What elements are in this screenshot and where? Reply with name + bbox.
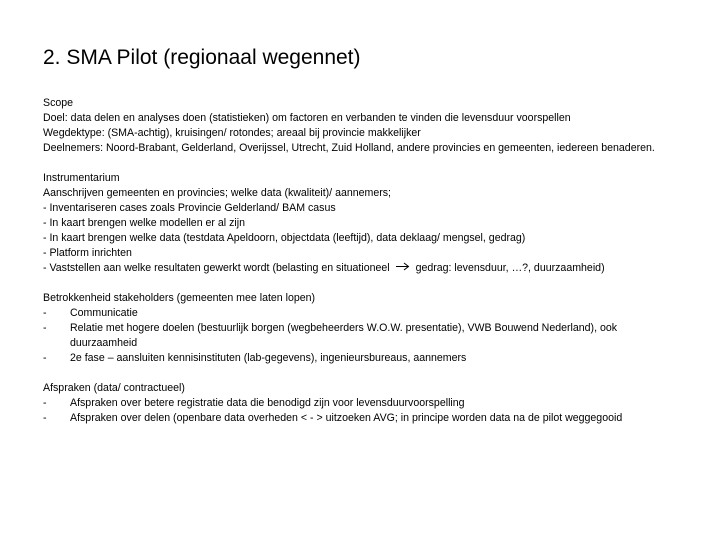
content [43,96,683,441]
scope-section [43,96,683,156]
instrumentarium-line: - Inventariseren cases zoals Provincie Gelderland/ BAM casus [43,202,336,214]
arrow-right-icon [393,261,413,276]
list-item-text: Afspraken over betere registratie data die benodigd zijn voor levensduurvoorspelling [70,397,465,409]
afspraken-heading: Afspraken (data/ contractueel) [43,382,185,394]
afspraken-section [43,381,683,426]
scope-line-deelnemers: Deelnemers: Noord-Brabant, Gelderland, Overijssel, Utrecht, Zuid Holland, andere provincies en gemeenten, iedereen benaderen. [43,142,655,154]
instrumentarium-line: - Platform inrichten [43,247,132,259]
instrumentarium-last-after: gedrag: levensduur, …?, duurzaamheid) [415,262,605,274]
scope-line-wegdektype: Wegdektype: (SMA-achtig), kruisingen/ rotondes; areaal bij provincie makkelijker [43,127,421,139]
bullet-marker: - [43,322,47,334]
bullet-marker: - [43,352,47,364]
list-item-text: Afspraken over delen (openbare data overheden < - > uitzoeken AVG; in principe worden data na de pilot weggegooid [70,412,623,424]
list-item [43,306,683,321]
list-item-text: 2e fase – aansluiten kennisinstituten (lab-gegevens), ingenieursbureaus, aannemers [70,352,467,364]
list-item [43,321,683,351]
scope-heading: Scope [43,97,74,109]
instrumentarium-last-before: - Vaststellen aan welke resultaten gewerkt wordt (belasting en situationeel [43,262,390,274]
stakeholders-section [43,291,683,366]
instrumentarium-line: - In kaart brengen welke data (testdata Apeldoorn, objectdata (leeftijd), data deklaag/ mengsel, gedrag) [43,232,526,244]
list-item [43,396,683,411]
list-item-text: Communicatie [70,307,138,319]
instrumentarium-section [43,171,683,276]
instrumentarium-line: Aanschrijven gemeenten en provincies; welke data (kwaliteit)/ aannemers; [43,187,392,199]
instrumentarium-line: - In kaart brengen welke modellen er al zijn [43,217,245,229]
scope-line-doel: Doel: data delen en analyses doen (statistieken) om factoren en verbanden te vinden die levensduur voorspellen [43,112,571,124]
bullet-marker: - [43,412,47,424]
list-item-text: Relatie met hogere doelen (bestuurlijk borgen (wegbeheerders W.O.W. presentatie), VWB Bouwend Nederland), ook duurzaamheid [70,322,618,349]
page-title: 2. SMA Pilot (regionaal wegennet) [43,46,361,69]
bullet-marker: - [43,397,47,409]
stakeholders-heading: Betrokkenheid stakeholders (gemeenten mee laten lopen) [43,292,316,304]
instrumentarium-line-last [43,261,683,276]
instrumentarium-heading: Instrumentarium [43,172,120,184]
list-item [43,411,683,426]
bullet-marker: - [43,307,47,319]
list-item [43,351,683,366]
